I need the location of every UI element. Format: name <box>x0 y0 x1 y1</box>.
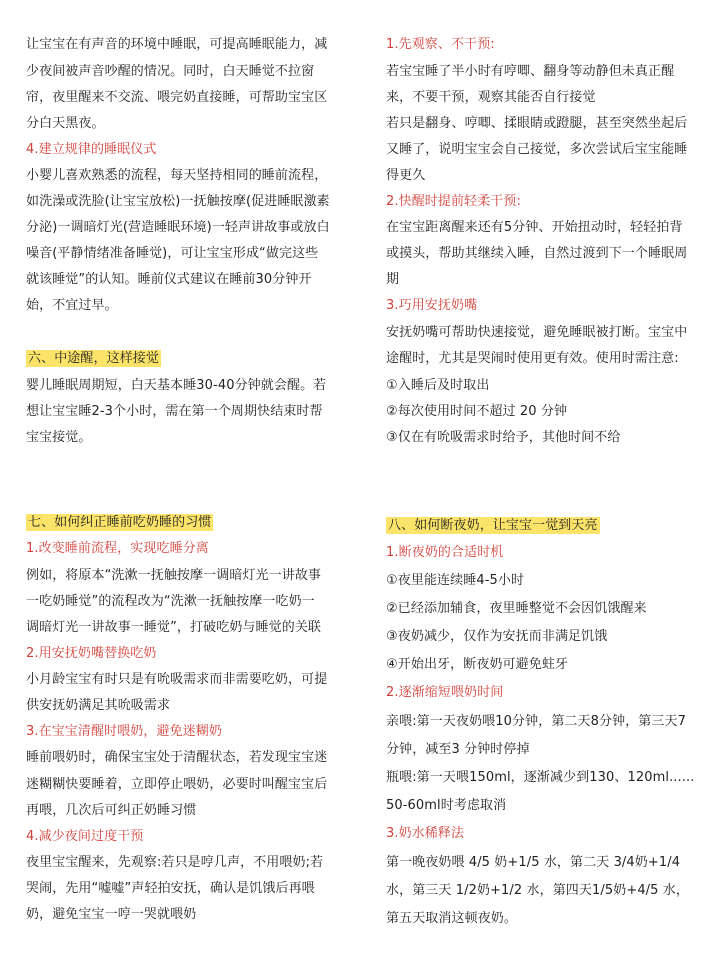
body-text-line: ②已经添加辅食，夜里睡整觉不会因饥饿醒来 <box>386 601 647 616</box>
body-text-line: 期 <box>386 272 400 287</box>
subheading: 1.断夜奶的合适时机 <box>386 545 504 560</box>
body-text-line: 供安抚奶满足其吮吸需求 <box>26 698 171 713</box>
section-title-8 <box>386 518 600 534</box>
subheading: 2.快醒时提前轻柔干预: <box>386 194 521 209</box>
body-text-line: 睡前喂奶时，确保宝宝处于清醒状态，若发现宝宝迷 <box>26 750 328 765</box>
body-text-line: 想让宝宝睡2-3个小时，需在第一个周期快结束时帮 <box>26 404 323 419</box>
subheading: 1.改变睡前流程，实现吃睡分离 <box>26 541 209 556</box>
body-text-line: 又睡了，说明宝宝会自己接觉，多次尝试后宝宝能睡 <box>386 142 688 157</box>
body-text-line: ②每次使用时间不超过 20 分钟 <box>386 404 568 419</box>
body-text-line: 再喂，几次后可纠正奶睡习惯 <box>26 803 197 818</box>
body-text-line: 第五天取消这顿夜奶。 <box>386 911 518 926</box>
body-text-line: 第一晚夜奶喂 4/5 奶+1/5 水，第二天 3/4奶+1/4 <box>386 855 681 870</box>
body-text-line: 夜里宝宝醒来，先观察:若只是哼几声，不用喂奶;若 <box>26 855 324 870</box>
body-text-line: 始，不宜过早。 <box>26 298 118 313</box>
subheading: 3.奶水稀释法 <box>386 826 465 841</box>
body-text-line: 得更久 <box>386 168 426 183</box>
body-text-line: 水，第三天 1/2奶+1/2 水，第四天1/5奶+4/5 水， <box>386 883 689 898</box>
body-text-line: 途醒时，尤其是哭闹时使用更有效。使用时需注意: <box>386 351 679 366</box>
body-text-line: 让宝宝在有声音的环境中睡眠，可提高睡眠能力，减 <box>26 37 328 52</box>
left-column <box>26 0 336 960</box>
body-text-line: 若只是翻身、哼唧、揉眼睛或蹬腿，甚至突然坐起后 <box>386 116 688 131</box>
body-text-line: 一吃奶睡觉”的流程改为“洗漱一抚触按摩一吃奶一 <box>26 594 315 609</box>
body-text-line: ①夜里能连续睡4-5小时 <box>386 573 525 588</box>
body-text-line: 分泌)一调暗灯光(营造睡眠环境)一轻声讲故事或放白 <box>26 220 330 235</box>
body-text-line: 奶，避免宝宝一哼一哭就喂奶 <box>26 907 197 922</box>
subheading: 2.用安抚奶嘴替换吃奶 <box>26 646 157 661</box>
body-text-line: 哭闹，先用“嘘嘘”声轻拍安抚，确认是饥饿后再喂 <box>26 881 315 896</box>
body-text-line: 帘，夜里醒来不交流、喂完奶直接睡，可帮助宝宝区 <box>26 90 328 105</box>
body-text-line: 噪音(平静情绪准备睡觉)，可让宝宝形成“做完这些 <box>26 246 319 261</box>
body-text-line: 如洗澡或洗脸(让宝宝放松)一抚触按摩(促进睡眠激素 <box>26 194 330 209</box>
body-text-line: 迷糊糊快要睡着，立即停止喂奶，必要时叫醒宝宝后 <box>26 777 328 792</box>
body-text-line: 或摸头，帮助其继续入睡，自然过渡到下一个睡眠周 <box>386 246 688 261</box>
body-text-line: 调暗灯光一讲故事一睡觉”，打破吃奶与睡觉的关联 <box>26 620 322 635</box>
body-text-line: 婴儿睡眠周期短，白天基本睡30-40分钟就会醒。若 <box>26 378 327 393</box>
body-text-line: 分钟，减至3 分钟时停掉 <box>386 742 530 757</box>
body-text-line: 瓶喂:第一天喂150ml，逐渐减少到130、120ml...... <box>386 770 695 785</box>
body-text-line: 安抚奶嘴可帮助快速接觉，避免睡眠被打断。宝宝中 <box>386 325 688 340</box>
section-title-highlight: 六、中途醒，这样接觉 <box>28 351 160 366</box>
body-text-line: 来，不要干预，观察其能否自行接觉 <box>386 90 596 105</box>
body-text-line: ③夜奶减少，仅作为安抚而非满足饥饿 <box>386 629 608 644</box>
subheading: 2.逐渐缩短喂奶时间 <box>386 685 504 700</box>
body-text-line: 少夜间被声音吵醒的情况。同时，白天睡觉不拉窗 <box>26 64 315 79</box>
body-text-line: 分白天黑夜。 <box>26 116 105 131</box>
body-text-line: 小婴儿喜欢熟悉的流程，每天坚持相同的睡前流程， <box>26 168 328 183</box>
body-text-line: 例如，将原本“洗漱一抚触按摩一调暗灯光一讲故事 <box>26 568 322 583</box>
body-text-line: ①入睡后及时取出 <box>386 378 490 393</box>
subheading: 4.减少夜间过度干预 <box>26 829 144 844</box>
body-text-line: ④开始出牙，断夜奶可避免蛀牙 <box>386 657 569 672</box>
right-column <box>386 0 696 960</box>
body-text-line: 宝宝接觉。 <box>26 430 92 445</box>
section-title-7 <box>26 515 213 531</box>
section-title-6 <box>26 351 161 367</box>
section-title-highlight: 七、如何纠正睡前吃奶睡的习惯 <box>28 515 212 530</box>
body-text-line: 在宝宝距离醒来还有5分钟、开始扭动时，轻轻拍背 <box>386 220 683 235</box>
body-text-line: 小月龄宝宝有时只是有吮吸需求而非需要吃奶，可提 <box>26 672 328 687</box>
subheading: 4.建立规律的睡眠仪式 <box>26 142 157 157</box>
body-text-line: 亲喂:第一天夜奶喂10分钟，第二天8分钟，第三天7 <box>386 714 686 729</box>
subheading: 3.巧用安抚奶嘴 <box>386 298 478 313</box>
section-title-highlight: 八、如何断夜奶，让宝宝一觉到天亮 <box>388 518 598 533</box>
subheading: 3.在宝宝清醒时喂奶，避免迷糊奶 <box>26 724 223 739</box>
body-text-line: 50-60ml时考虑取消 <box>386 798 507 813</box>
subheading: 1.先观察、不干预: <box>386 37 495 52</box>
body-text-line: ③仅在有吮吸需求时给予，其他时间不给 <box>386 430 621 445</box>
body-text-line: 若宝宝睡了半小时有哼唧、翻身等动静但未真正醒 <box>386 64 675 79</box>
body-text-line: 就该睡觉”的认知。睡前仪式建议在睡前30分钟开 <box>26 272 312 287</box>
